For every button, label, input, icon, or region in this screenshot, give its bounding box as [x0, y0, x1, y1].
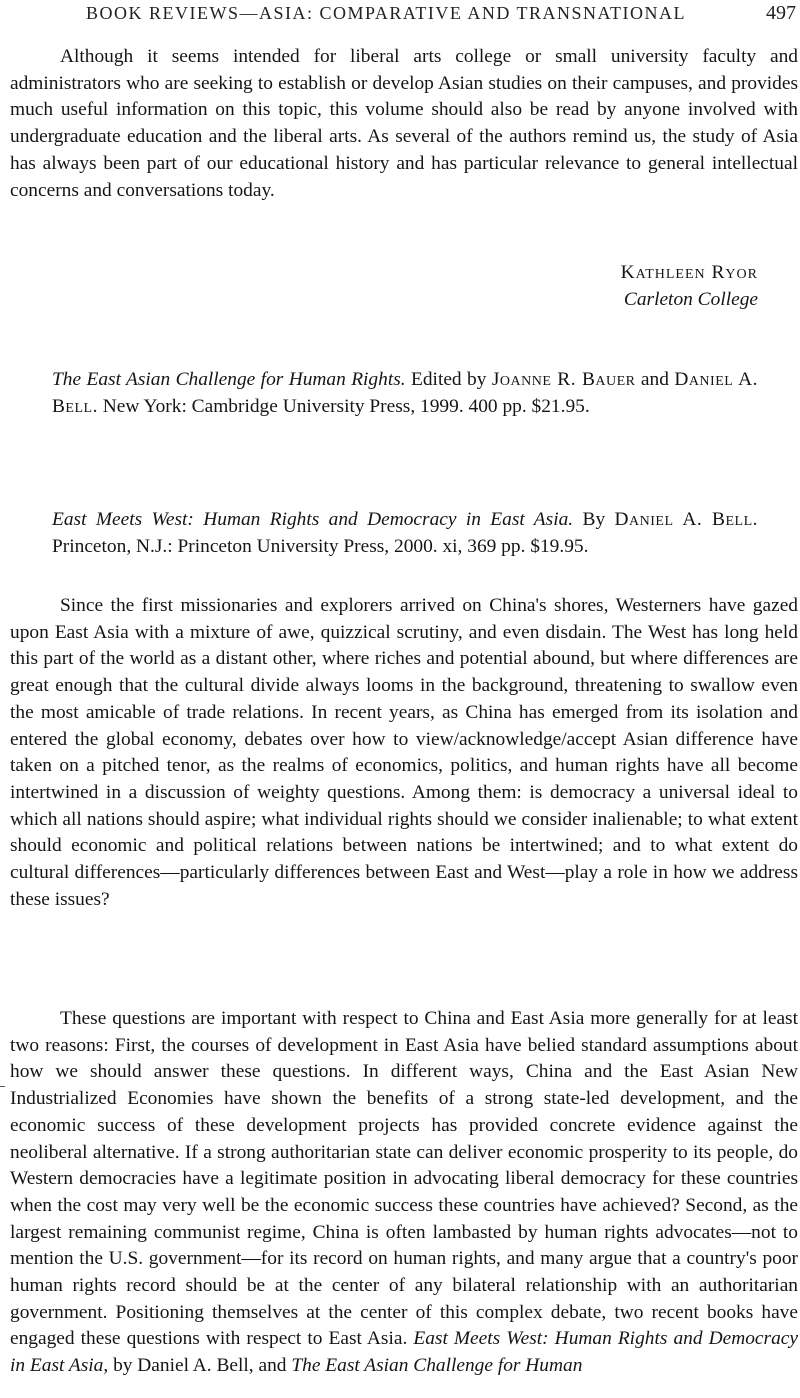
book1-citation: The East Asian Challenge for Human Rights. Edited by Joanne R. Bauer and Daniel A. Bell. New York: Cambridge University Press, 1999. 400 pp. $21.95. [52, 369, 758, 417]
reference-east-meets-west: East Meets West: Human Rights and Democracy in East Asia [10, 1328, 798, 1377]
book2-citation: East Meets West: Human Rights and Democracy in East Asia. By Daniel A. Bell. Princeton, N.J.: Princeton University Press, 2000. xi, 369 pp. $19.95. [52, 509, 758, 557]
book1-editor1: Joanne R. Bauer [491, 369, 636, 390]
reviewer-affiliation: Carleton College [623, 289, 758, 310]
book1-publication: New York: Cambridge University Press, 1999. 400 pp. $21.95. [102, 396, 590, 417]
reviewer-name: Kathleen Ryor [620, 262, 758, 283]
reference-east-asian-challenge: The East Asian Challenge for Human [291, 1355, 583, 1377]
margin-mark [0, 1086, 5, 1087]
book2-author: Daniel A. Bell. [614, 509, 758, 530]
review2-paragraph2: These questions are important with respect to China and East Asia more generally for at least two reasons: First, the courses of development in East Asia have belied standard assumptions about how we should answer these questions. In different ways, China and the East Asian New Industrialized Economies have shown the benefits of a strong state-led development, and the economic success of these development projects has provided concrete evidence against the neoliberal alternative. If a strong authoritarian state can deliver economic prosperity to its people, do Western democracies have a legitimate position in advocating liberal democracy for these countries when the cost may very well be the economic success these countries have achieved? Second, as the largest remaining communist regime, China is often lambasted by human rights advocates—not to mention the U.S. government—for its record on human rights, and many argue that a country's poor human rights record should be at the center of any bilateral relationship with an authoritarian government. Positioning themselves at the center of this complex debate, two recent books have engaged these questions with respect to East Asia. East Meets West: Human Rights and Democracy in East Asia, by Daniel A. Bell, and The East Asian Challenge for Human [10, 1008, 798, 1377]
review1-paragraph: Although it seems intended for liberal arts college or small university faculty and administrators who are seeking to establish or develop Asian studies on their campuses, and provides much useful information on this topic, this volume should also be read by anyone involved with undergraduate education and the liberal arts. As several of the authors remind us, the study of Asia has always been part of our educational history and has particular relevance to general intellectual concerns and conversations today. [10, 46, 798, 201]
book2-publication: Princeton, N.J.: Princeton University Press, 2000. xi, 369 pp. $19.95. [52, 536, 589, 557]
reviewer-signature [621, 259, 758, 313]
book2-title: East Meets West: Human Rights and Democracy in East Asia. [52, 509, 574, 530]
book1-title: The East Asian Challenge for Human Rights. [52, 369, 406, 390]
book1-editor2: Daniel A. Bell. [52, 369, 758, 417]
page-number: 497 [766, 1, 796, 24]
running-head [86, 0, 800, 26]
running-title: BOOK REVIEWS—ASIA: COMPARATIVE AND TRANSNATIONAL [86, 2, 687, 23]
review2-paragraph1: Since the first missionaries and explorers arrived on China's shores, Westerners have gazed upon East Asia with a mixture of awe, quizzical scrutiny, and even disdain. The West has long held this part of the world as a distant other, where riches and potential abound, but where differences are great enough that the cultural divide always looms in the background, threatening to swallow even the most amicable of trade relations. In recent years, as China has emerged from its isolation and entered the global economy, debates over how to view/acknowledge/accept Asian difference have taken on a pitched tenor, as the realms of economics, politics, and human rights have all become intertwined in a discussion of weighty questions. Among them: is democracy a universal ideal to which all nations should aspire; what individual rights should we consider inalienable; to what extent should economic and political relations between nations be intertwined; and to what extent do cultural differences—particularly differences between East and West—play a role in how we address these issues? [10, 595, 798, 910]
